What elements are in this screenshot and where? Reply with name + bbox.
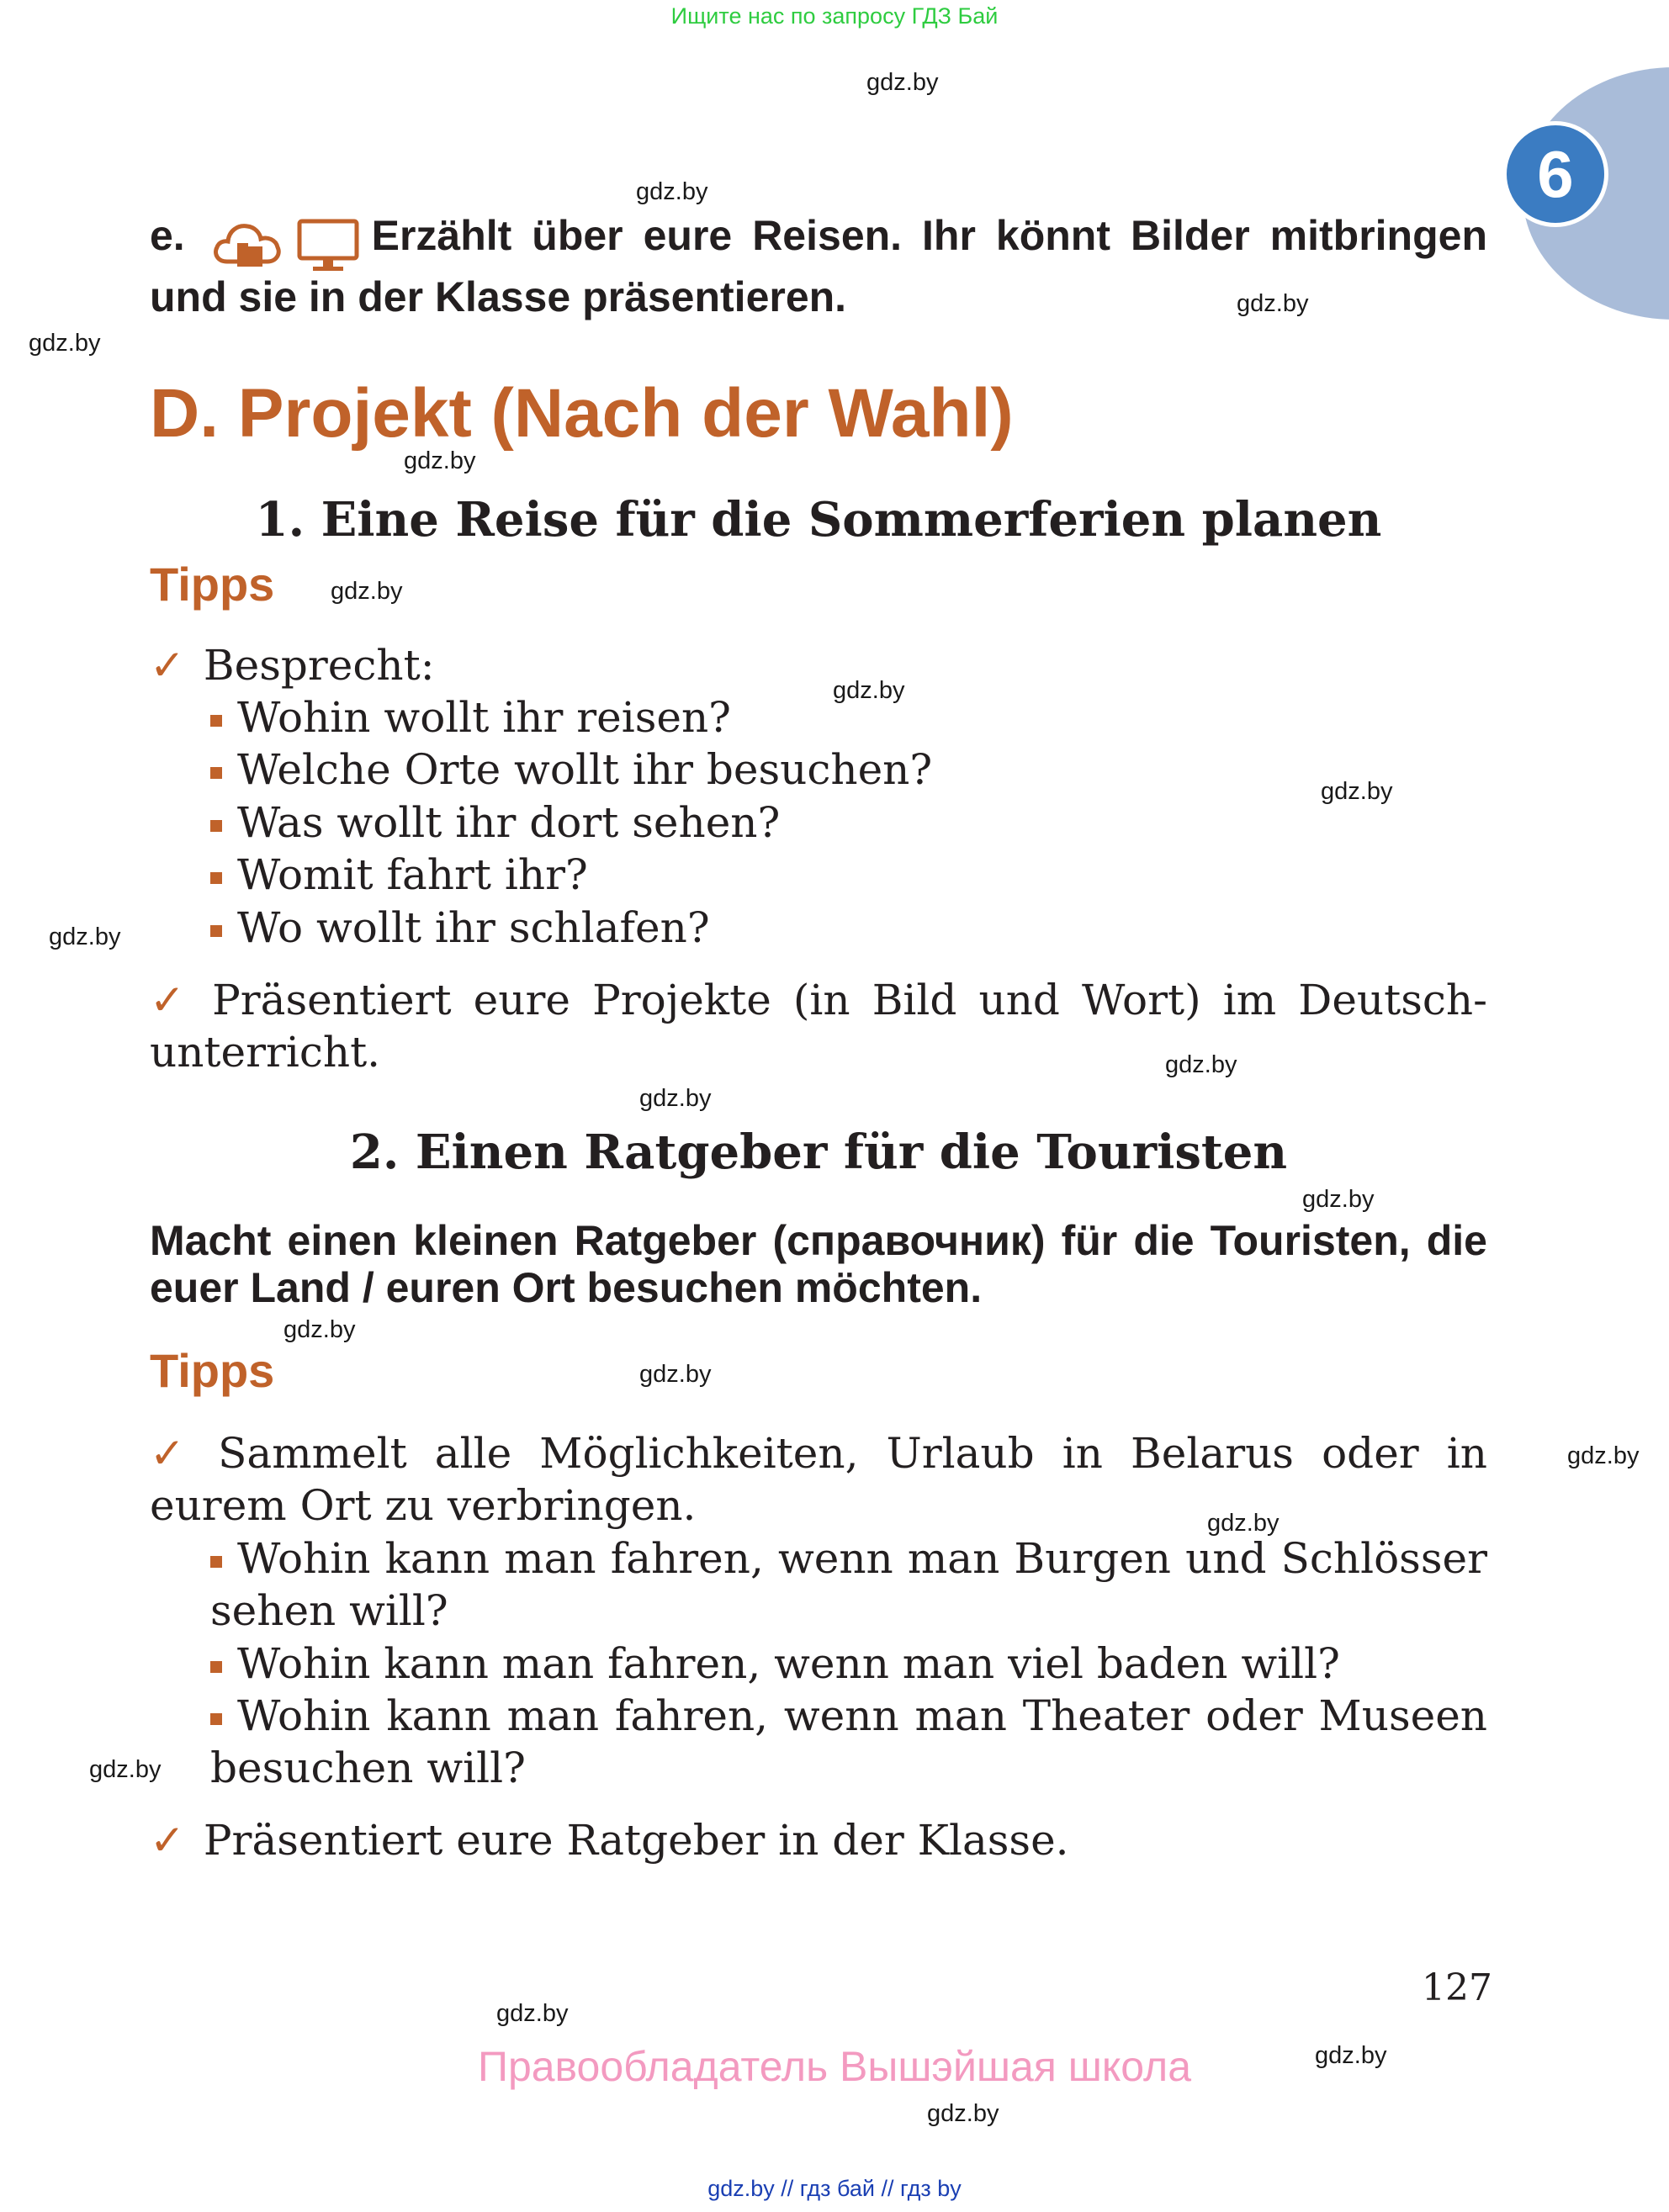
footer-links[interactable]: gdz.by // гдз бай // гдз by (707, 2176, 962, 2201)
watermark: gdz.by (496, 2000, 569, 2027)
project2-tipps: Tipps (150, 1344, 275, 1397)
project2-check1-text: Sammelt alle Möglichkeiten, Urlaub in Belarus oder in eurem Ort zu verbringen. (150, 1429, 1487, 1530)
watermark: gdz.by (404, 447, 476, 474)
watermark: gdz.by (1207, 1510, 1280, 1537)
list-item: Welche Orte wollt ihr besuchen? (210, 744, 932, 796)
list-item: Wohin wollt ihr reisen? (210, 691, 731, 744)
check-icon: ✓ (150, 1429, 200, 1478)
watermark: gdz.by (29, 330, 101, 357)
bullet-square-icon (210, 1661, 222, 1673)
watermark: gdz.by (1302, 1186, 1375, 1213)
check-icon: ✓ (150, 641, 185, 690)
project1-check2 (150, 974, 1487, 1078)
bullet-square-icon (210, 767, 222, 779)
rights-holder: Правообладатель Вышэйшая школа (478, 2043, 1191, 2090)
watermark: gdz.by (89, 1756, 162, 1783)
list-item: Was wollt ihr dort sehen? (210, 796, 780, 849)
watermark: gdz.by (1315, 2042, 1387, 2069)
check-icon: ✓ (150, 976, 194, 1024)
project1-check1-text: Besprecht: (203, 641, 435, 690)
watermark: gdz.by (866, 69, 939, 96)
project2-check2 (150, 1814, 1069, 1866)
task-icons (212, 218, 360, 273)
watermark: gdz.by (49, 923, 121, 950)
bullet-square-icon (210, 1713, 222, 1725)
project2-check1 (150, 1427, 1487, 1532)
task-label: e. (150, 212, 185, 259)
bullet-square-icon (210, 715, 222, 727)
cloud-folder-icon (212, 218, 284, 273)
project2-check2-text: Präsentiert eure Ratgeber in der Klasse. (203, 1816, 1069, 1865)
page-number: 127 (1422, 1966, 1492, 2009)
watermark: gdz.by (639, 1361, 712, 1388)
watermark: gdz.by (639, 1085, 712, 1112)
watermark: gdz.by (1567, 1442, 1640, 1469)
list-item: Womit fahrt ihr? (210, 849, 588, 901)
monitor-icon (296, 218, 360, 273)
watermark: gdz.by (833, 677, 905, 704)
project1-check2-text: Präsentiert eure Projekte (in Bild und Wort) im Deutsch-unterricht. (150, 976, 1487, 1077)
watermark: gdz.by (636, 178, 708, 205)
list-item: Wohin kann man fahren, wenn man Theater oder Museen besuchen will? (210, 1691, 1487, 1792)
list-item: Wohin kann man fahren, wenn man Burgen und Schlösser sehen will? (210, 1534, 1487, 1635)
watermark: gdz.by (331, 578, 403, 605)
chapter-badge: 6 (1502, 121, 1608, 227)
bullet-square-icon (210, 1556, 222, 1568)
bullet-square-icon (210, 872, 222, 884)
watermark: gdz.by (1321, 778, 1393, 805)
watermark: gdz.by (1237, 290, 1309, 317)
project1-heading: 1. Eine Reise für die Sommerferien planen (255, 492, 1382, 548)
task-text: Erzählt über eure Reisen. Ihr könnt Bilder mitbringen und sie in der Klasse präsentieren. (150, 212, 1487, 320)
top-banner[interactable]: Ищите нас по запросу ГДЗ Бай (670, 3, 999, 29)
bullet-square-icon (210, 820, 222, 832)
list-item: Wohin kann man fahren, wenn man viel baden will? (210, 1638, 1340, 1690)
watermark: gdz.by (283, 1316, 356, 1343)
project1-tipps: Tipps (150, 558, 275, 611)
check-icon: ✓ (150, 1816, 185, 1865)
list-item: Wo wollt ihr schlafen? (210, 902, 710, 954)
project1-check1 (150, 639, 435, 691)
project2-heading: 2. Einen Ratgeber für die Touristen (349, 1125, 1288, 1180)
project2-intro: Macht einen kleinen Ratgeber (справочник) für die Touristen, die euer Land / euren Ort besuchen möchten. (150, 1217, 1487, 1311)
section-title: D. Projekt (Nach der Wahl) (150, 375, 1014, 452)
watermark: gdz.by (927, 2100, 999, 2127)
bullet-square-icon (210, 925, 222, 937)
watermark: gdz.by (1165, 1051, 1237, 1078)
